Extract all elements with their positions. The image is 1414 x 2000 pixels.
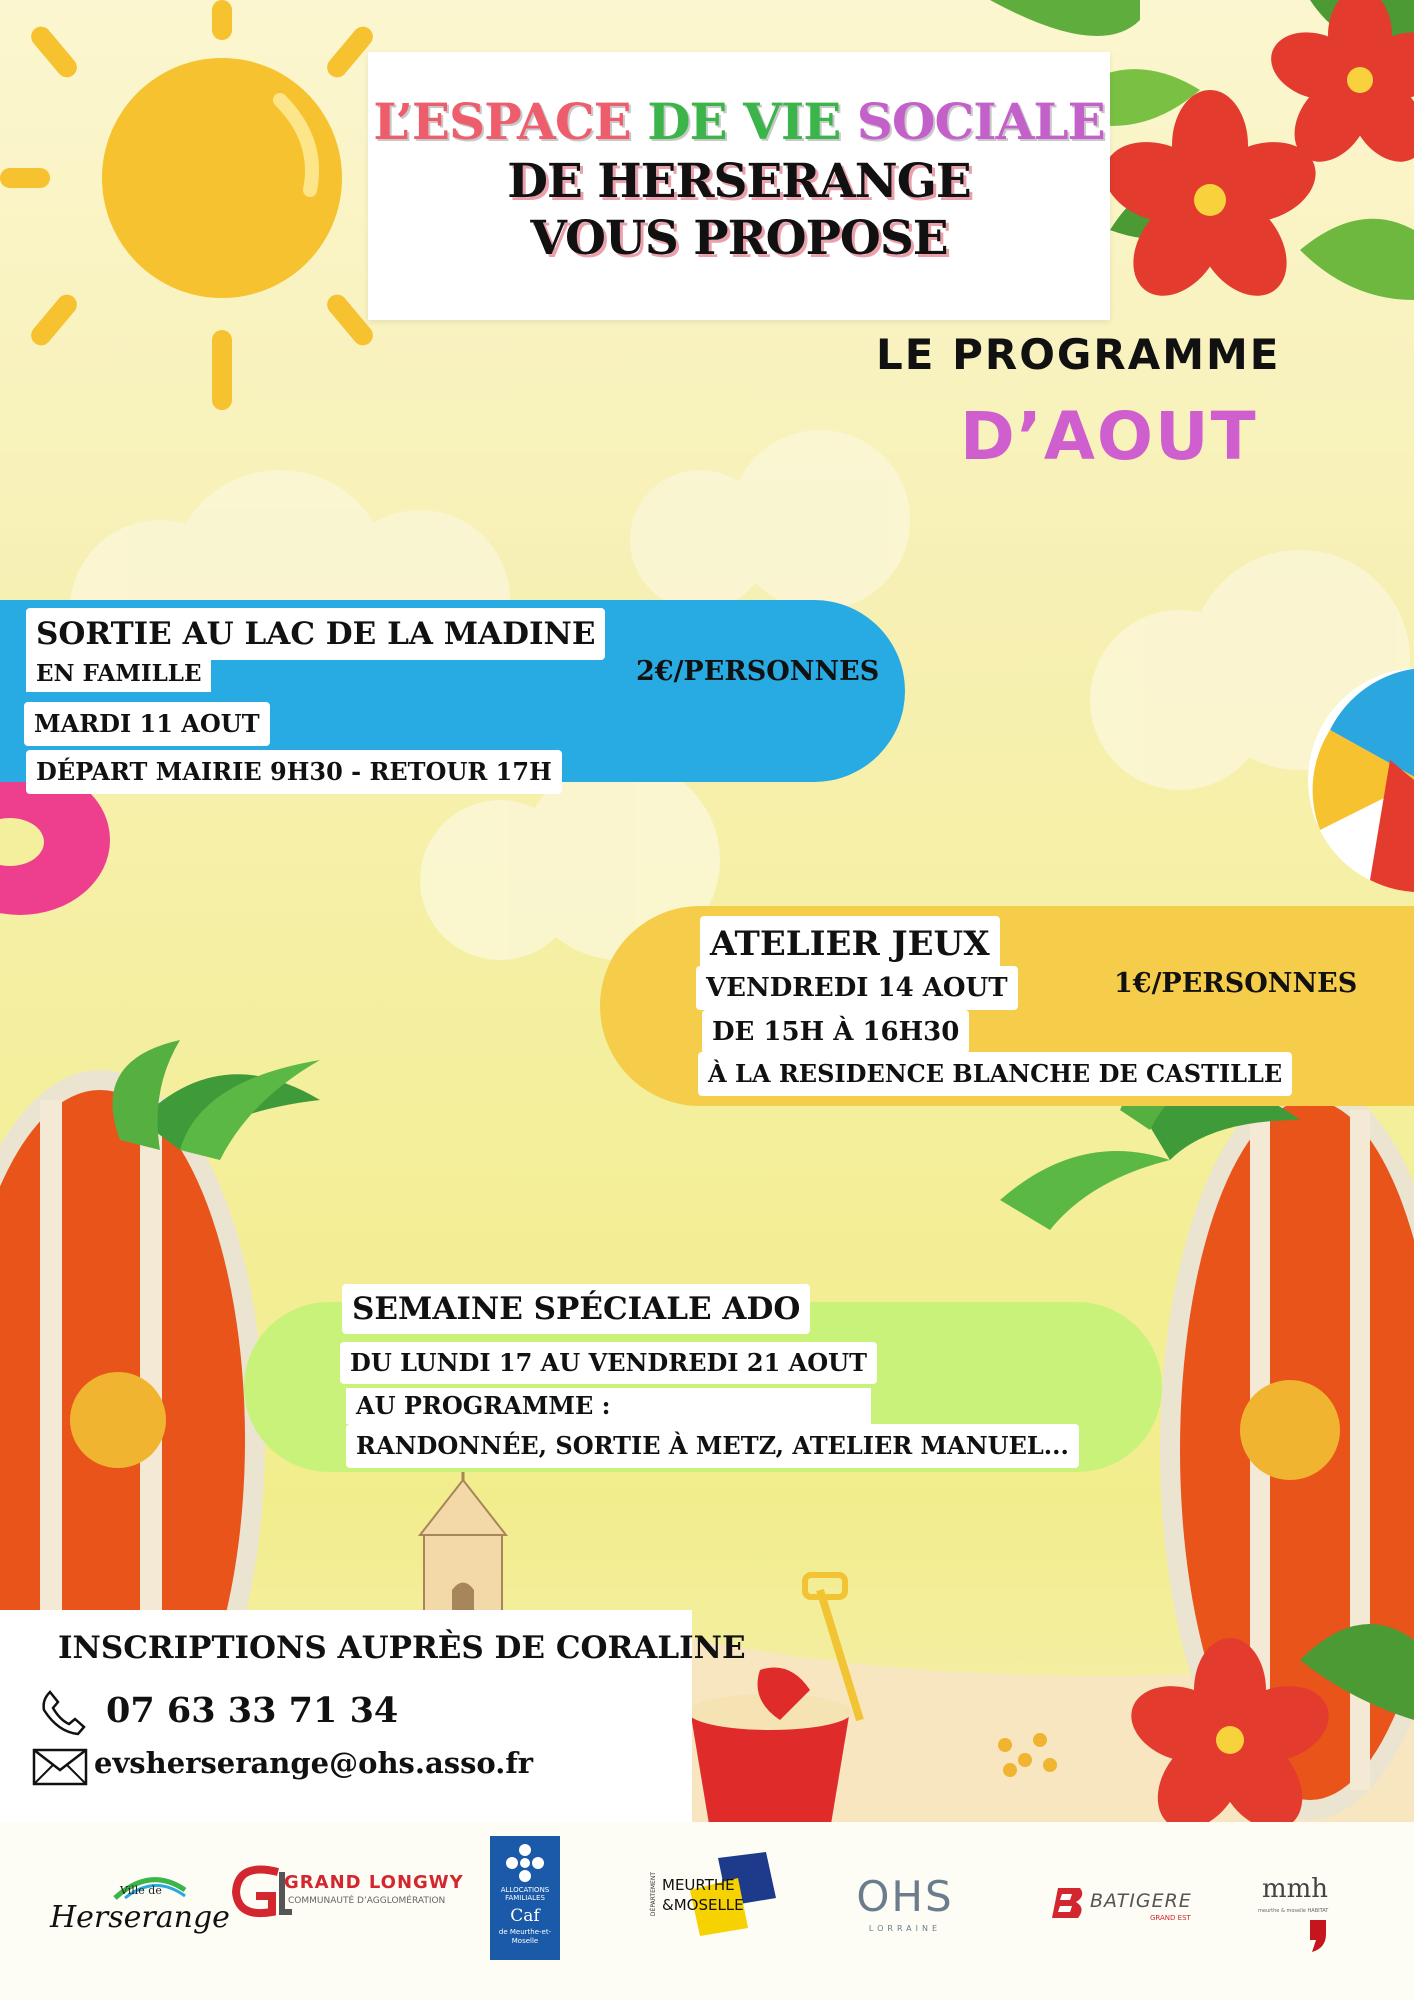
logo-grand-longwy-mark bbox=[228, 1862, 292, 1924]
header-word-de-vie: DE VIE bbox=[647, 92, 841, 151]
logo-herserange-small: Ville de bbox=[120, 1884, 162, 1897]
logo-herserange-script: Herserange bbox=[50, 1900, 230, 1935]
logo-ohs bbox=[830, 1872, 980, 1942]
event-title: SEMAINE SPÉCIALE ADO bbox=[342, 1284, 810, 1334]
logo-grand-longwy-sub: COMMUNAUTÉ D’AGGLOMÉRATION bbox=[288, 1896, 446, 1906]
event-program-items: RANDONNÉE, SORTIE À METZ, ATELIER MANUEL... bbox=[346, 1424, 1079, 1468]
logo-batigere-mark bbox=[1050, 1886, 1086, 1920]
logo-caf-flower bbox=[504, 1842, 546, 1884]
logo-caf bbox=[490, 1836, 560, 1960]
header-line-2: DE HERSERANGE bbox=[507, 154, 971, 209]
logo-mmh-sub: meurthe & moselle HABITAT bbox=[1258, 1908, 1329, 1914]
logo-departement-small: DÉPARTEMENT bbox=[650, 1872, 657, 1917]
event-time: DE 15H À 16H30 bbox=[702, 1010, 969, 1054]
logo-grand-longwy-main: GRAND LONGWY bbox=[284, 1872, 464, 1893]
partner-logos bbox=[0, 1822, 1414, 2000]
event-program-label: AU PROGRAMME : bbox=[346, 1388, 871, 1424]
logo-batigere bbox=[1050, 1886, 1210, 1936]
contact-box bbox=[0, 1610, 746, 1822]
event-details: DÉPART MAIRIE 9H30 - RETOUR 17H bbox=[26, 750, 562, 794]
header-word-sociale: SOCIALE bbox=[856, 92, 1105, 151]
logo-batigere-sub: GRAND EST bbox=[1150, 1914, 1191, 1922]
header-line-1 bbox=[368, 92, 1110, 151]
event-place: À LA RESIDENCE BLANCHE DE CASTILLE bbox=[698, 1052, 1292, 1096]
event-date: VENDREDI 14 AOUT bbox=[696, 966, 1018, 1010]
logo-ohs-name: OHS bbox=[856, 1872, 954, 1921]
programme-month: D’AOUT bbox=[960, 398, 1258, 475]
logo-departement-name2: &MOSELLE bbox=[662, 1896, 744, 1914]
sun-icon bbox=[0, 0, 422, 410]
header-word-espace: L’ESPACE bbox=[373, 92, 631, 151]
event-title: ATELIER JEUX bbox=[700, 916, 1000, 972]
logo-caf-region: de Meurthe-et-Moselle bbox=[498, 1928, 552, 1945]
logo-ohs-sub: LORRAINE bbox=[868, 1924, 942, 1933]
event-date: MARDI 11 AOUT bbox=[24, 702, 270, 746]
header-card bbox=[368, 52, 1110, 320]
event-price: 1€/PERSONNES bbox=[1114, 968, 1358, 999]
envelope-icon bbox=[32, 1748, 88, 1786]
sand-castle-icon bbox=[420, 1460, 506, 1630]
logo-batigere-name: BATIGERE bbox=[1090, 1890, 1192, 1912]
logo-caf-top: ALLOCATIONS FAMILIALES bbox=[500, 1886, 550, 1902]
logo-mmh-name: mmh bbox=[1262, 1874, 1329, 1904]
contact-heading: INSCRIPTIONS AUPRÈS DE CORALINE bbox=[58, 1630, 746, 1666]
contact-phone[interactable]: 07 63 33 71 34 bbox=[106, 1690, 399, 1731]
logo-meurthe-moselle bbox=[648, 1850, 778, 1940]
contact-email[interactable]: evsherserange@ohs.asso.fr bbox=[94, 1746, 534, 1780]
logo-mmh-mark bbox=[1306, 1918, 1330, 1954]
programme-title: LE PROGRAMME bbox=[876, 330, 1281, 379]
logo-herserange bbox=[50, 1870, 230, 1960]
event-price: 2€/PERSONNES bbox=[636, 656, 880, 687]
logo-departement-name1: MEURTHE bbox=[662, 1876, 735, 1894]
event-subtitle: EN FAMILLE bbox=[26, 656, 211, 692]
phone-icon bbox=[38, 1688, 88, 1738]
event-title: SORTIE AU LAC DE LA MADINE bbox=[26, 608, 605, 660]
header-line-3: VOUS PROPOSE bbox=[530, 211, 948, 266]
logo-mmh bbox=[1258, 1860, 1348, 1960]
logo-caf-name: Caf bbox=[510, 1906, 540, 1926]
bucket-icon bbox=[688, 1575, 860, 1830]
event-dates: DU LUNDI 17 AU VENDREDI 21 AOUT bbox=[340, 1342, 877, 1384]
logo-grand-longwy bbox=[228, 1862, 464, 1932]
